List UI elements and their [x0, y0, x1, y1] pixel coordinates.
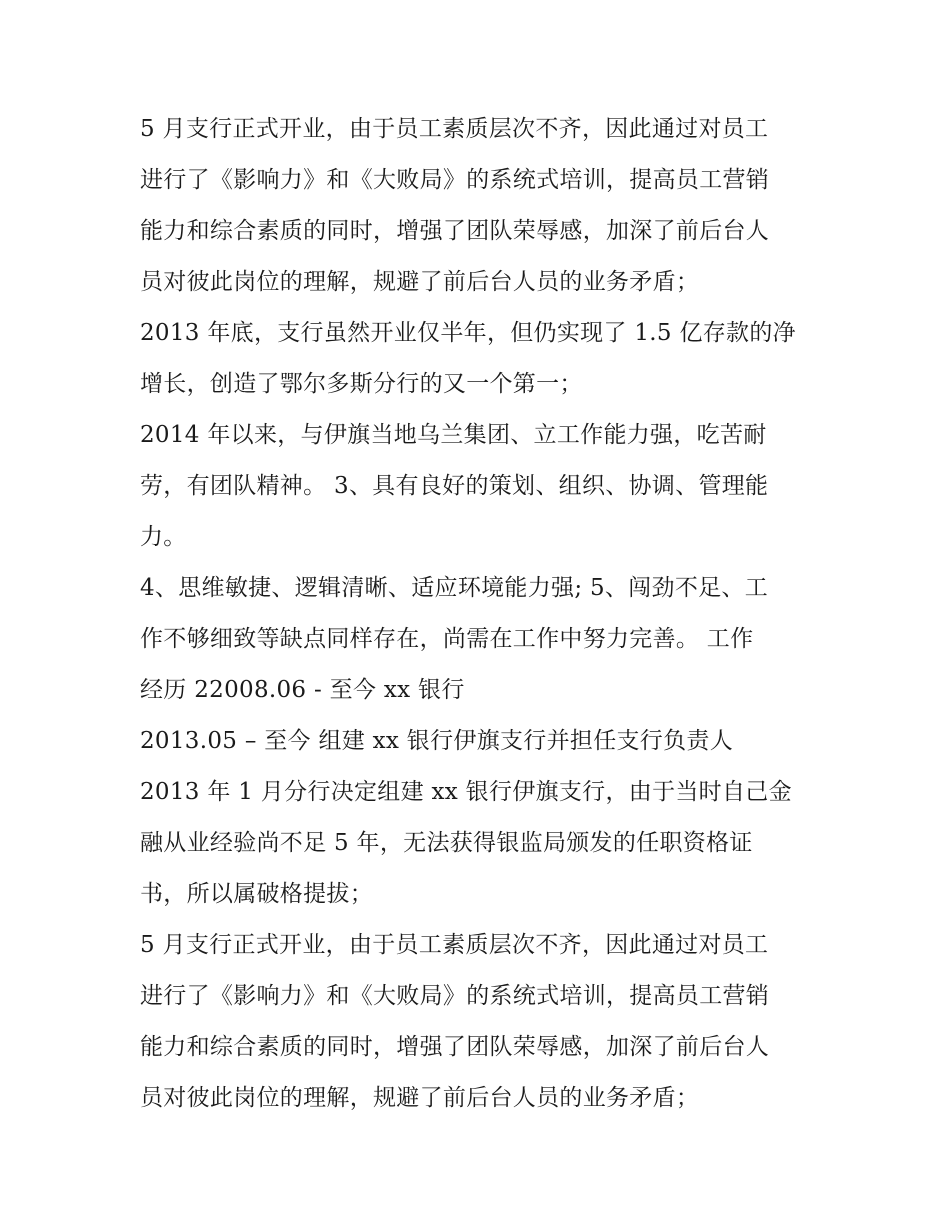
text-line: 经历 22008.06 - 至今 xx 银行	[140, 677, 465, 703]
text-line: 员对彼此岗位的理解，规避了前后台人员的业务矛盾；	[140, 1085, 700, 1111]
text-line: 进行了《影响力》和《大败局》的系统式培训，提高员工营销	[140, 983, 770, 1009]
text-line: 能力和综合素质的同时，增强了团队荣辱感，加深了前后台人	[140, 1034, 770, 1060]
document-body	[140, 104, 820, 1124]
text-line: 融从业经验尚不足 5 年，无法获得银监局颁发的任职资格证	[140, 830, 753, 856]
text-line: 5 月支行正式开业，由于员工素质层次不齐，因此通过对员工	[140, 932, 769, 958]
text-line: 增长，创造了鄂尔多斯分行的又一个第一；	[140, 371, 583, 397]
text-line: 2013 年 1 月分行决定组建 xx 银行伊旗支行，由于当时自己金	[140, 779, 792, 805]
text-line: 进行了《影响力》和《大败局》的系统式培训，提高员工营销	[140, 167, 770, 193]
text-line: 2014 年以来，与伊旗当地乌兰集团、立工作能力强，吃苦耐	[140, 422, 767, 448]
text-line: 作不够细致等缺点同样存在，尚需在工作中努力完善。 工作	[140, 626, 754, 652]
text-line: 力。	[140, 524, 187, 550]
text-line: 2013.05 – 至今 组建 xx 银行伊旗支行并担任支行负责人	[140, 728, 734, 754]
text-line: 5 月支行正式开业，由于员工素质层次不齐，因此通过对员工	[140, 116, 769, 142]
text-line: 员对彼此岗位的理解，规避了前后台人员的业务矛盾；	[140, 269, 700, 295]
text-line: 能力和综合素质的同时，增强了团队荣辱感，加深了前后台人	[140, 218, 770, 244]
text-line: 2013 年底，支行虽然开业仅半年，但仍实现了 1.5 亿存款的净	[140, 320, 796, 346]
text-line: 劳，有团队精神。 3、具有良好的策划、组织、协调、管理能	[140, 473, 769, 499]
text-line: 书，所以属破格提拔；	[140, 881, 373, 907]
text-line: 4、思维敏捷、逻辑清晰、适应环境能力强; 5、闯劲不足、工	[140, 575, 769, 601]
